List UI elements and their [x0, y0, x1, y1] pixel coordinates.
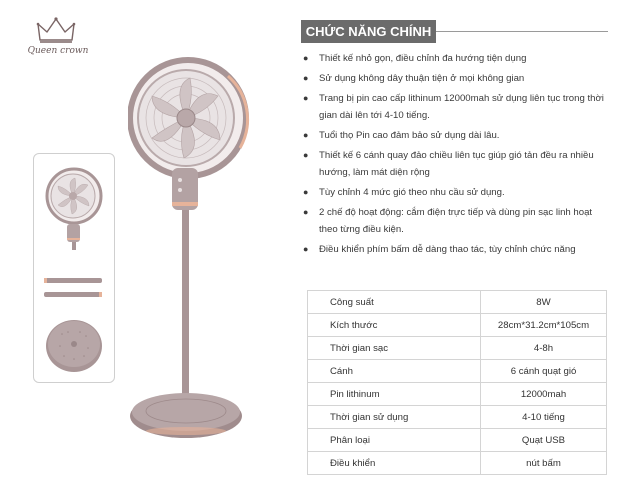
spec-value: 4-10 tiếng — [481, 406, 607, 429]
bullet-icon: ● — [303, 207, 309, 217]
bullet-icon: ● — [303, 150, 309, 160]
list-item: ● Điều khiển phím bấm dễ dàng thao tác, tùy chỉnh chức năng — [300, 241, 612, 258]
spec-label: Cánh — [308, 360, 481, 383]
spec-label: Phân loại — [308, 429, 481, 452]
table-row — [308, 383, 607, 406]
standing-fan-image — [128, 56, 258, 444]
bullet-icon: ● — [303, 73, 309, 83]
spec-label: Thời gian sử dụng — [308, 406, 481, 429]
spec-value: nút bấm — [481, 452, 607, 475]
bullet-icon: ● — [303, 187, 309, 197]
spec-label: Kích thước — [308, 314, 481, 337]
list-item: ● Sử dụng không dây thuận tiện ở mọi không gian — [300, 70, 612, 87]
spec-label: Pin lithinum — [308, 383, 481, 406]
list-item: ● Thiết kế nhỏ gọn, điều chỉnh đa hướng tiện dụng — [300, 50, 612, 67]
spec-value: Quạt USB — [481, 429, 607, 452]
table-row — [308, 360, 607, 383]
bullet-icon: ● — [303, 53, 309, 63]
spec-label: Công suất — [308, 291, 481, 314]
section-title: CHỨC NĂNG CHÍNH — [301, 20, 436, 43]
spec-value: 28cm*31.2cm*105cm — [481, 314, 607, 337]
bullet-icon: ● — [303, 130, 309, 140]
table-row — [308, 452, 607, 475]
crown-icon — [36, 16, 76, 44]
table-row — [308, 337, 607, 360]
table-row — [308, 429, 607, 452]
feature-list — [300, 50, 612, 261]
bullet-icon: ● — [303, 93, 309, 103]
spec-label: Điều khiển — [308, 452, 481, 475]
brand-logo — [26, 16, 89, 62]
spec-value: 6 cánh quạt gió — [481, 360, 607, 383]
list-item: ● Trang bị pin cao cấp lithinum 12000mah sử dụng liên tục trong thời gian dài lên tới 4-10 tiếng. — [300, 90, 612, 124]
list-item: ● Tùy chỉnh 4 mức gió theo nhu cầu sử dụng. — [300, 184, 612, 201]
table-row — [308, 406, 607, 429]
list-item: ● Tuổi thọ Pin cao đảm bảo sử dụng dài lâu. — [300, 127, 612, 144]
table-row — [308, 291, 607, 314]
spec-table — [307, 290, 607, 475]
fan-parts-panel — [33, 153, 115, 383]
spec-label: Thời gian sạc — [308, 337, 481, 360]
spec-value: 8W — [481, 291, 607, 314]
table-row — [308, 314, 607, 337]
bullet-icon: ● — [303, 244, 309, 254]
list-item: ● 2 chế độ hoạt động: cắm điện trực tiếp và dùng pin sạc linh hoạt theo từng điều kiện. — [300, 204, 612, 238]
brand-name: Queen crown — [27, 46, 89, 56]
title-divider — [436, 31, 608, 32]
spec-value: 12000mah — [481, 383, 607, 406]
list-item: ● Thiết kế 6 cánh quay đảo chiều liên tục giúp gió tản đều ra nhiều hướng, làm mát diện rộng — [300, 147, 612, 181]
spec-value: 4-8h — [481, 337, 607, 360]
